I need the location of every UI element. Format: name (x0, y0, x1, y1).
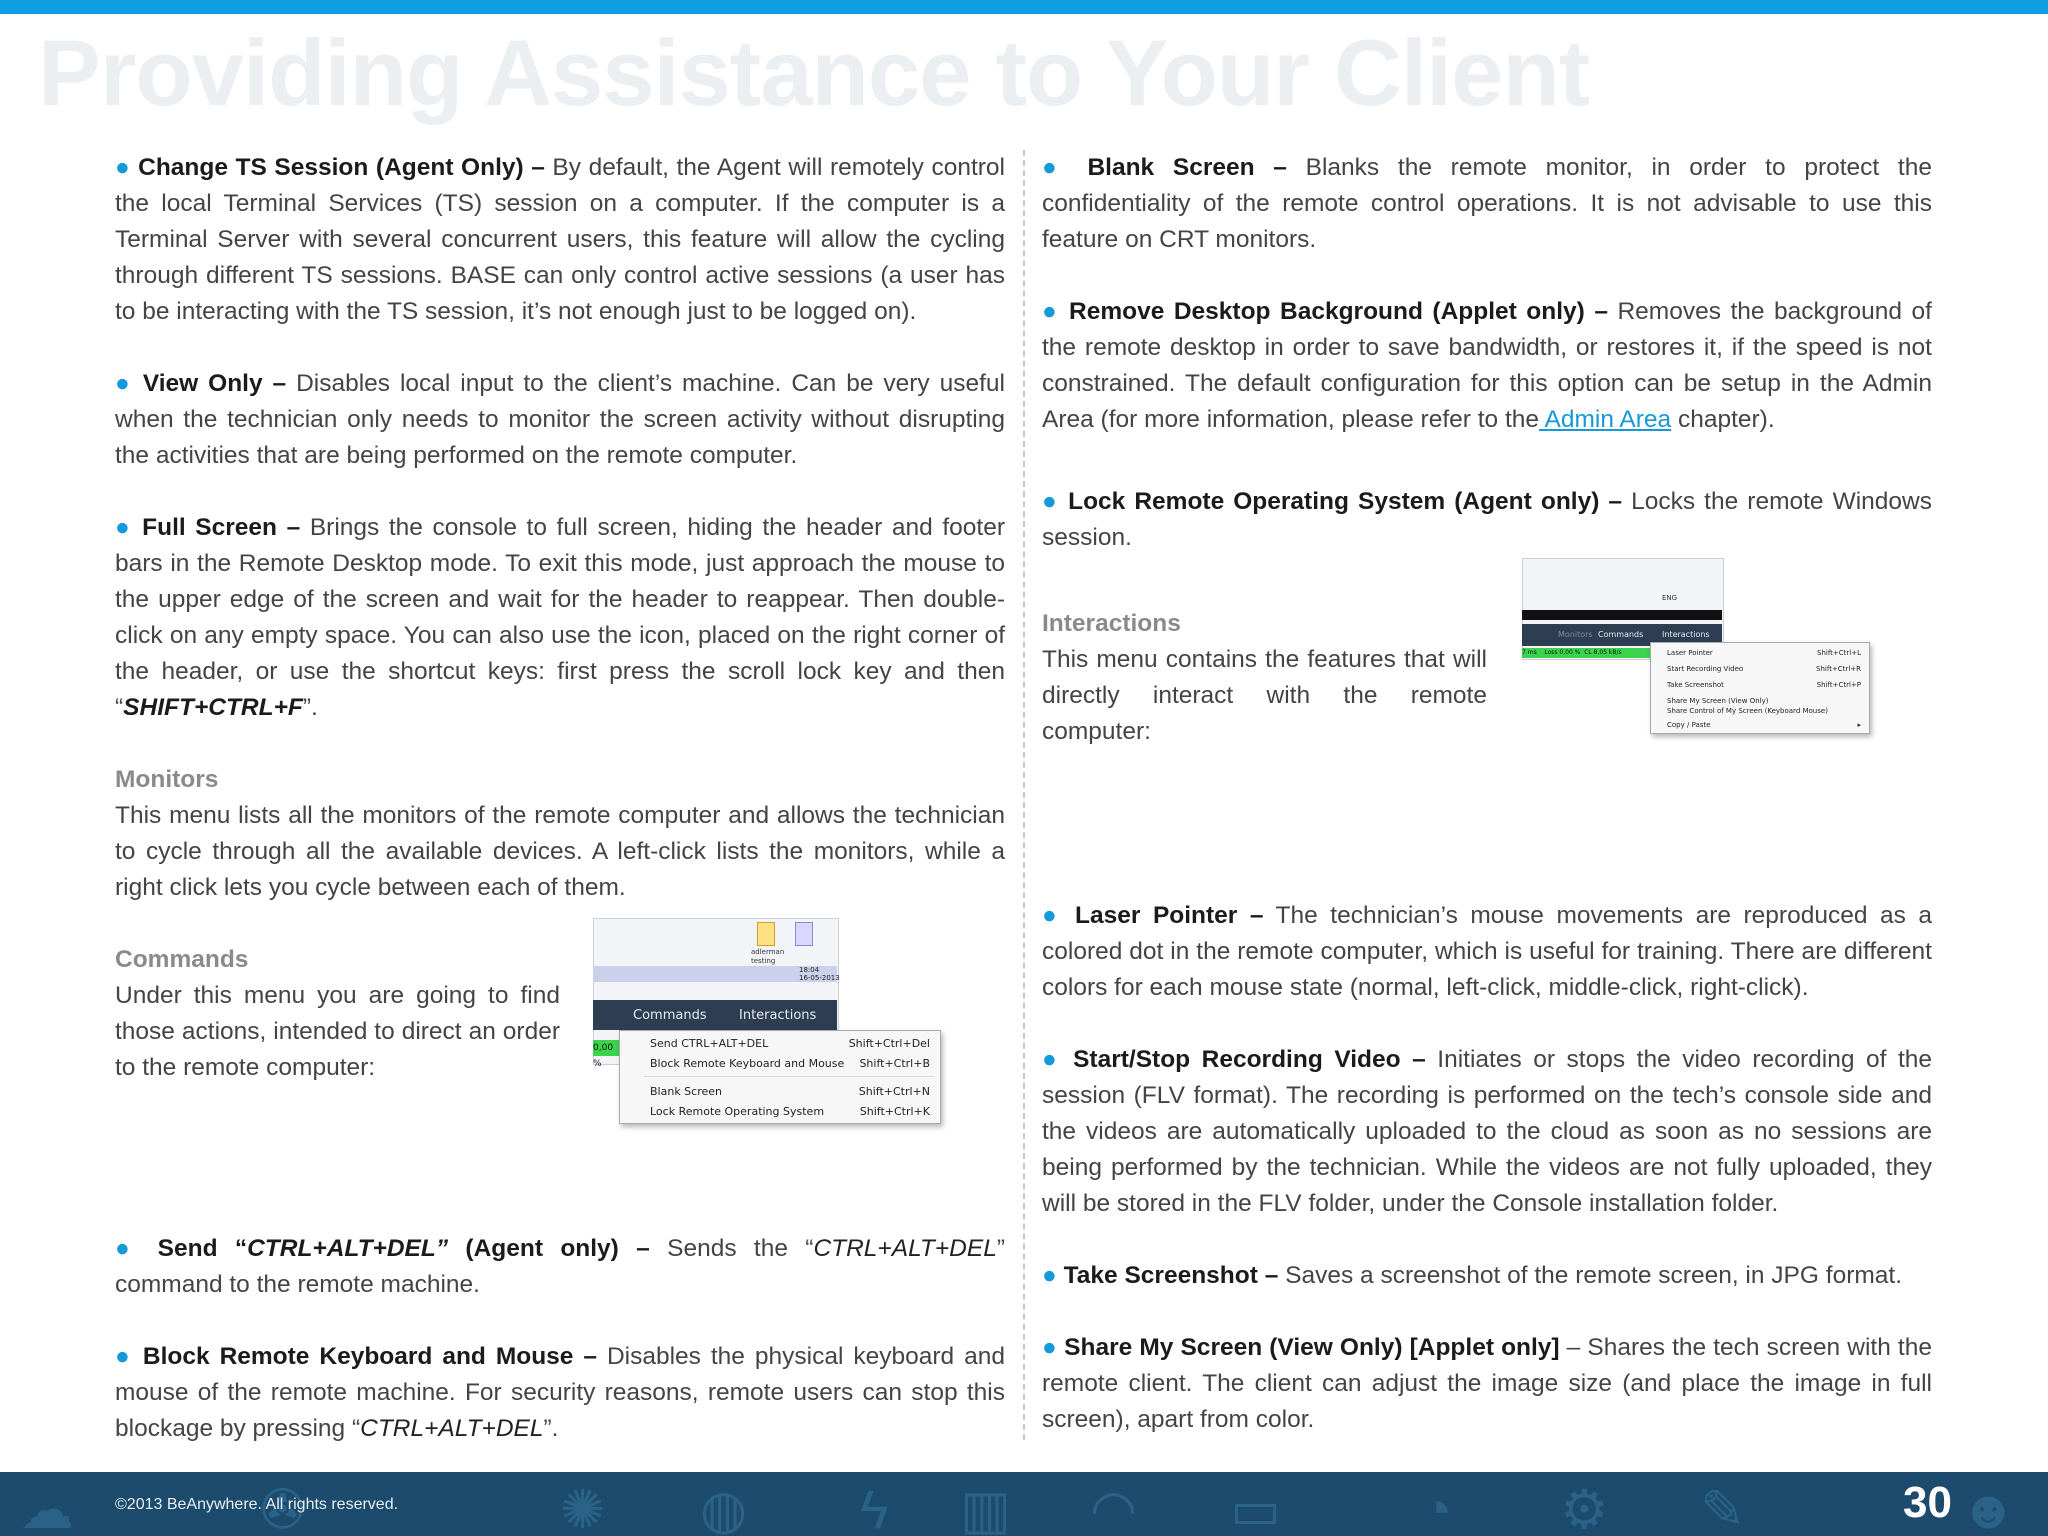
cloud-icon: ☁ (20, 1480, 74, 1536)
send-cad-keys: CTRL+ALT+DEL” (247, 1235, 449, 1262)
desktop-label: adlerman testing (751, 948, 785, 965)
tab-commands[interactable]: Commands (1598, 630, 1644, 639)
shortcut-laser-pointer: Shift+Ctrl+L (1817, 649, 1861, 657)
bullet-icon: ● (1042, 1262, 1057, 1289)
send-cad-term-b: (Agent only) – (448, 1235, 650, 1262)
block-paragraph (115, 1339, 1005, 1447)
footer (0, 1472, 2048, 1536)
blank-screen-text: Blanks the remote monitor, in order to protect the confidentiality of the remote control operations. It is not advisable to use this feature on CRT monitors. (1042, 154, 1932, 253)
send-cad-end: ” command to the remote machine. (115, 1235, 1005, 1298)
share-paragraph (1042, 1330, 1932, 1438)
menu-item-share-control[interactable]: Share Control of My Screen (Keyboard Mouse) (1667, 707, 1828, 715)
commands-menu-screenshot (593, 918, 945, 1126)
menu-item-take-screenshot[interactable]: Take Screenshot (1667, 681, 1724, 689)
remove-bg-end: chapter). (1671, 406, 1775, 433)
remove-bg-text: Removes the background of the remote desktop in order to save bandwidth, or restores it, if the speed is not constrained. The default configuration for this option can be setup in the Admin Area (for more information, please refer to the (1042, 298, 1932, 433)
top-accent-bar (0, 0, 2048, 14)
bullet-icon: ● (115, 370, 133, 397)
monitors-text: This menu lists all the monitors of the remote computer and allows the technician to cycle through all the available devices. A left-click lists the monitors, while a right click lets you cycle between each of them. (115, 802, 1005, 901)
bullet-icon: ● (115, 154, 131, 181)
bullet-icon: ● (1042, 1046, 1062, 1073)
interactions-block (1042, 606, 1487, 750)
change-ts-term: Change TS Session (Agent Only) – (138, 154, 545, 181)
shortcut-lock: Shift+Ctrl+K (859, 1105, 930, 1118)
folder-icon (757, 922, 775, 946)
screenshot-term: Take Screenshot – (1063, 1262, 1279, 1289)
wrench-icon: ✇ (260, 1480, 306, 1536)
send-cad-text: Sends the “ (649, 1235, 814, 1262)
view-only-text: Disables local input to the client’s machine. Can be very useful when the technician only needs to monitor the screen activity without disrupting the activities that are being performed on the remote computer. (115, 370, 1005, 469)
monitor-icon: ▭ (1230, 1480, 1282, 1536)
shortcut-icon (795, 922, 813, 946)
page-title: Providing Assistance to Your Client (38, 20, 1590, 125)
shortcut-start-recording: Shift+Ctrl+R (1816, 665, 1861, 673)
block-text: Disables the physical keyboard and mouse of the remote machine. For security reasons, remote users can stop this blockage by pressing “ (115, 1343, 1005, 1442)
interactions-menu-screenshot (1522, 558, 1874, 736)
sun-icon: ✺ (560, 1480, 606, 1536)
language-indicator: ENG (1662, 594, 1678, 602)
menu-item-start-recording[interactable]: Start Recording Video (1667, 665, 1744, 673)
menu-item-block[interactable]: Block Remote Keyboard and Mouse (650, 1057, 845, 1070)
lock-paragraph (1042, 484, 1932, 556)
column-divider (1023, 150, 1025, 1440)
copyright-text: ©2013 BeAnywhere. All rights reserved. (115, 1496, 399, 1513)
shortcut-send-cad: Shift+Ctrl+Del (848, 1037, 930, 1050)
full-screen-end: ”. (302, 694, 318, 721)
menu-item-send-cad[interactable]: Send CTRL+ALT+DEL (650, 1037, 769, 1050)
taskbar (1522, 610, 1722, 620)
bullet-icon: ● (115, 1343, 133, 1370)
zoom-status: 0,00 % (593, 1040, 619, 1056)
tab-interactions[interactable]: Interactions (739, 1008, 817, 1023)
view-only-term: View Only – (142, 370, 287, 397)
left-column (115, 150, 1005, 1447)
remove-bg-paragraph (1042, 294, 1932, 438)
connection-status: 7 ms Loss 0,00 % CL 8,05 kB/s (1522, 648, 1658, 658)
person-icon: ☻ (1960, 1480, 2017, 1536)
page-number: 30 (1903, 1478, 1952, 1527)
commands-heading: Commands (115, 946, 249, 973)
full-screen-term: Full Screen – (142, 514, 301, 541)
send-cad-paragraph (115, 1231, 1005, 1303)
recording-paragraph (1042, 1042, 1932, 1222)
globe-icon: ◍ (700, 1480, 748, 1536)
interactions-dropdown (1650, 642, 1870, 734)
blank-screen-paragraph (1042, 150, 1932, 258)
full-screen-text: Brings the console to full screen, hiding the header and footer bars in the Remote Desktop mode. To exit this mode, just approach the mouse to the upper edge of the screen and wait for the header to reappear. Then double-click on any empty space. You can also use the icon, placed on the right corner of the header, or use the shortcut keys: first press the scroll lock key and then “ (115, 514, 1005, 721)
toolbar (593, 1000, 837, 1030)
tab-interactions[interactable]: Interactions (1662, 630, 1710, 639)
menu-item-share-view[interactable]: Share My Screen (View Only) (1667, 697, 1769, 705)
remove-bg-term: Remove Desktop Background (Applet only) – (1069, 298, 1608, 325)
commands-block (115, 942, 560, 1086)
rss-icon: ◔ (1420, 1480, 1453, 1536)
commands-text: Under this menu you are going to find those actions, intended to direct an order to the remote computer: (115, 982, 560, 1081)
laser-paragraph (1042, 898, 1932, 1006)
chart-icon: ▥ (960, 1480, 1012, 1536)
menu-separator (644, 1076, 934, 1077)
commands-dropdown (619, 1030, 941, 1124)
block-end: ”. (543, 1415, 559, 1442)
submenu-arrow-icon: ▸ (1857, 721, 1861, 729)
menu-item-blank[interactable]: Blank Screen (650, 1085, 722, 1098)
interactions-heading: Interactions (1042, 610, 1181, 637)
change-ts-text: By default, the Agent will remotely control the local Terminal Services (TS) session on a computer. If the computer is a Terminal Server with several concurrent users, this feature will allow the cycling through different TS sessions. BASE can only control active sessions (a user has to be interacting with the TS session, it’s not enough just to be logged on). (115, 154, 1005, 325)
bullet-icon: ● (115, 514, 133, 541)
screenshot-text: Saves a screenshot of the remote screen, in JPG format. (1278, 1262, 1903, 1289)
blank-screen-term: Blank Screen – (1087, 154, 1287, 181)
view-only-paragraph (115, 366, 1005, 474)
lightning-icon: ϟ (860, 1480, 889, 1536)
pencil-icon: ✎ (1700, 1480, 1746, 1536)
screenshot-paragraph (1042, 1258, 1932, 1294)
bullet-icon: ● (1042, 488, 1060, 515)
full-screen-paragraph (115, 510, 1005, 726)
lock-term: Lock Remote Operating System (Agent only) – (1068, 488, 1623, 515)
tab-commands[interactable]: Commands (633, 1008, 707, 1023)
clock: 18:04 16-05-2013 (799, 966, 840, 982)
tab-monitors[interactable]: Monitors (1558, 630, 1593, 639)
full-screen-keys: SHIFT+CTRL+F (123, 694, 303, 721)
share-term: Share My Screen (View Only) [Applet only] (1064, 1334, 1560, 1361)
recording-term: Start/Stop Recording Video – (1073, 1046, 1426, 1073)
block-term: Block Remote Keyboard and Mouse – (142, 1343, 598, 1370)
shortcut-take-screenshot: Shift+Ctrl+P (1816, 681, 1861, 689)
laser-term: Laser Pointer – (1075, 902, 1264, 929)
headset-icon: ◠ (1090, 1480, 1138, 1536)
gear-icon: ⚙ (1560, 1480, 1609, 1536)
bullet-icon: ● (1042, 1334, 1058, 1361)
change-ts-paragraph (115, 150, 1005, 330)
menu-item-copy-paste[interactable]: Copy / Paste (1667, 721, 1711, 729)
interactions-text: This menu contains the features that will directly interact with the remote computer: (1042, 646, 1487, 745)
laser-text: The technician’s mouse movements are reproduced as a colored dot in the remote computer, which is useful for training. There are different colors for each mouse state (normal, left-click, middle-click, right-click). (1042, 902, 1932, 1001)
bullet-icon: ● (1042, 154, 1069, 181)
menu-item-laser-pointer[interactable]: Laser Pointer (1667, 649, 1713, 657)
lock-text: Locks the remote Windows session. (1042, 488, 1932, 551)
menu-item-lock[interactable]: Lock Remote Operating System (650, 1105, 825, 1118)
monitors-heading: Monitors (115, 766, 219, 793)
send-cad-keys2: CTRL+ALT+DEL (813, 1235, 997, 1262)
block-keys: CTRL+ALT+DEL (360, 1415, 544, 1442)
send-cad-term-a: Send “ (157, 1235, 248, 1262)
admin-area-link[interactable]: Admin Area (1539, 406, 1672, 433)
bullet-icon: ● (1042, 902, 1063, 929)
recording-text: Initiates or stops the video recording of the session (FLV format). The recording is performed on the tech’s console side and the videos are automatically uploaded to the cloud as soon as no sessions are being performed by the technician. While the videos are not fully uploaded, they will be stored in the FLV folder, under the Console installation folder. (1042, 1046, 1933, 1217)
share-text: – Shares the tech screen with the remote client. The client can adjust the image size (and place the image in full screen), apart from color. (1042, 1334, 1932, 1433)
bullet-icon: ● (1042, 298, 1060, 325)
right-column (1042, 150, 1932, 1438)
shortcut-block: Shift+Ctrl+B (859, 1057, 930, 1070)
shortcut-blank: Shift+Ctrl+N (858, 1085, 930, 1098)
bullet-icon: ● (115, 1235, 141, 1262)
